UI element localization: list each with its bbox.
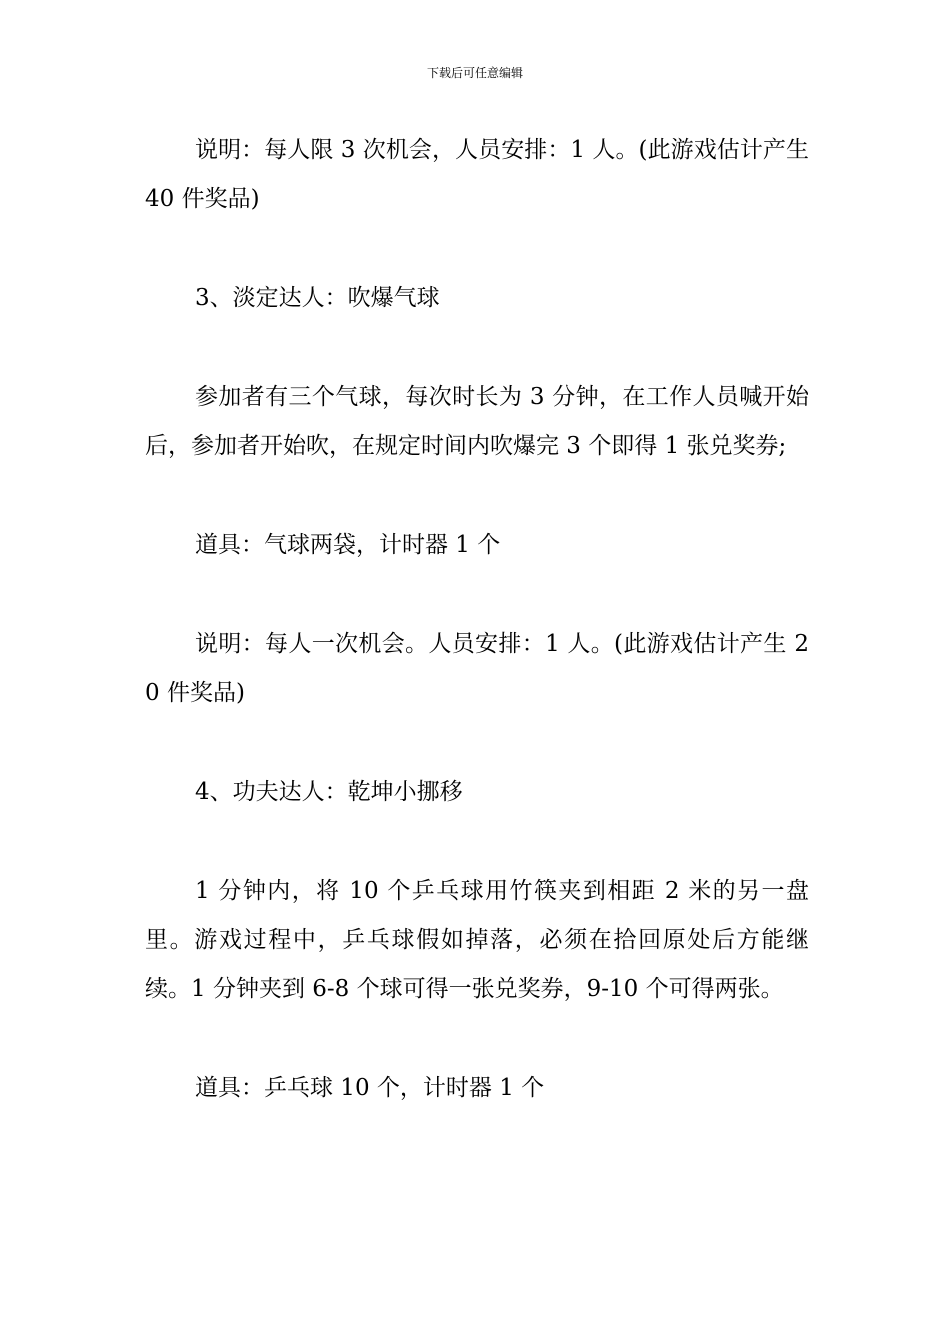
section-heading: 3、淡定达人：吹爆气球 <box>195 285 440 311</box>
note-paragraph: 说明：每人限 3 次机会，人员安排：1 人。(此游戏估计产生 40 件奖品) <box>145 137 809 212</box>
rules-paragraph: 1 分钟内，将 10 个乒乓球用竹筷夹到相距 2 米的另一盘里。游戏过程中，乒乓球假如掉落，必须在拾回原处后方能继续。1 分钟夹到 6-8 个球可得一张兑奖券，9-10 个可得两张。 <box>145 878 809 1002</box>
note-paragraph: 说明：每人一次机会。人员安排：1 人。(此游戏估计产生 20 件奖品) <box>145 631 809 706</box>
rules-paragraph: 参加者有三个气球，每次时长为 3 分钟，在工作人员喊开始后，参加者开始吹，在规定时间内吹爆完 3 个即得 1 张兑奖券; <box>145 384 809 459</box>
props-paragraph: 道具：乒乓球 10 个，计时器 1 个 <box>195 1075 545 1101</box>
section-heading: 4、功夫达人：乾坤小挪移 <box>195 779 463 805</box>
props-paragraph: 道具：气球两袋，计时器 1 个 <box>195 532 501 558</box>
document-body <box>145 126 809 1163</box>
page-header: 下载后可任意编辑 <box>426 66 523 80</box>
